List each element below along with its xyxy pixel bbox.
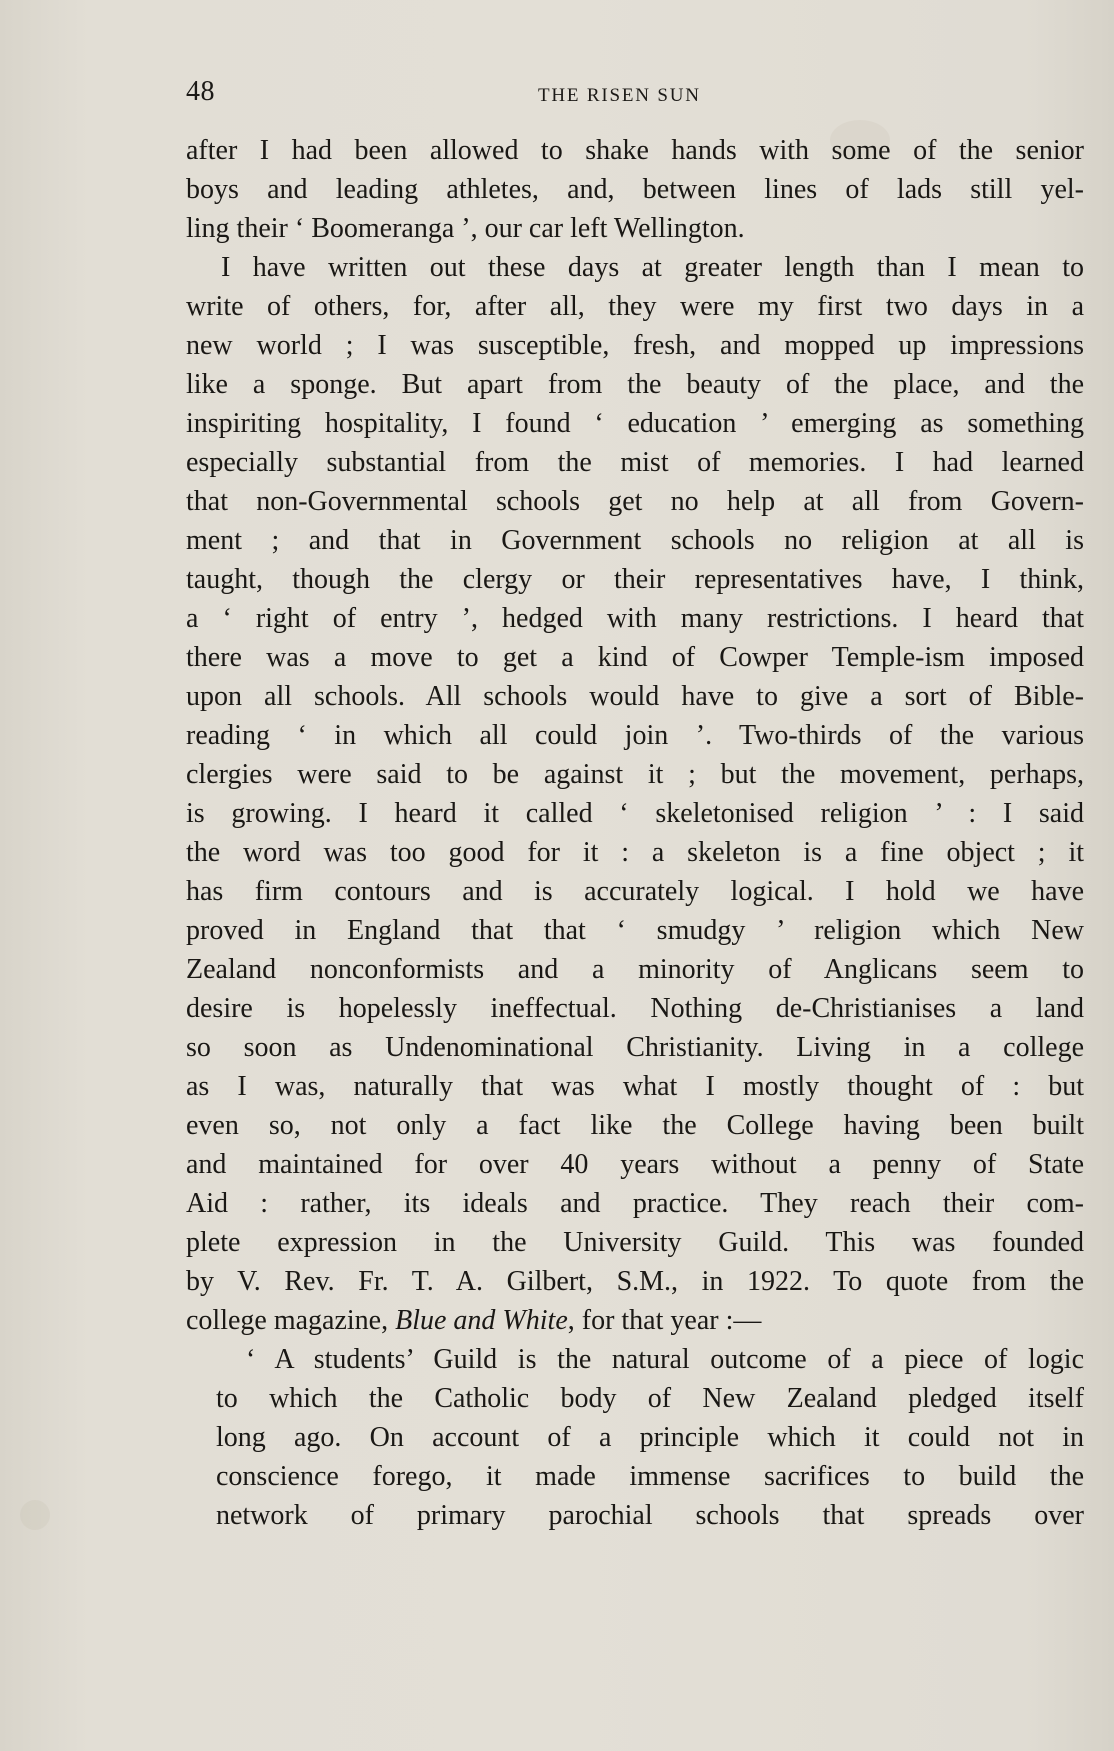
text-line: ling their ‘ Boomeranga ’, our car left Wellington. [186, 213, 745, 244]
running-head: THE RISEN SUN [538, 85, 701, 106]
text-line: plete expression in the University Guild. This was founded [186, 1227, 1084, 1258]
text-line: write of others, for, after all, they were my first two days in a [186, 291, 1084, 322]
text-line: as I was, naturally that was what I mostly thought of : but [186, 1071, 1084, 1102]
paper-stain [20, 1500, 50, 1530]
magazine-line [186, 1301, 1084, 1340]
text-line: is growing. I heard it called ‘ skeletonised religion ’ : I said [186, 798, 1084, 829]
text-line: a ‘ right of entry ’, hedged with many restrictions. I heard that [186, 603, 1084, 634]
text-line: especially substantial from the mist of memories. I had learned [186, 447, 1084, 478]
magazine-title: Blue and White [395, 1305, 568, 1336]
text-line: there was a move to get a kind of Cowper Temple-ism imposed [186, 642, 1084, 673]
paragraph-first-line: I have written out these days at greater length than I mean to [221, 252, 1084, 283]
text-line: even so, not only a fact like the College having been built [186, 1110, 1084, 1141]
text-line: boys and leading athletes, and, between lines of lads still yel- [186, 174, 1084, 205]
text-line: reading ‘ in which all could join ’. Two-thirds of the various [186, 720, 1084, 751]
text-line: proved in England that that ‘ smudgy ’ religion which New [186, 915, 1084, 946]
magazine-line-before: college magazine, [186, 1305, 396, 1336]
text-line: ment ; and that in Government schools no religion at all is [186, 525, 1084, 556]
text-line: clergies were said to be against it ; but the movement, perhaps, [186, 759, 1084, 790]
quote-line: network of primary parochial schools that spreads over [216, 1500, 1084, 1531]
magazine-line-after: , for that year :— [567, 1305, 762, 1336]
text-line: after I had been allowed to shake hands with some of the senior [186, 135, 1084, 166]
text-line: the word was too good for it : a skeleton is a fine object ; it [186, 837, 1084, 868]
page-number: 48 [186, 76, 215, 107]
text-line: like a sponge. But apart from the beauty of the place, and the [186, 369, 1084, 400]
text-line: and maintained for over 40 years without a penny of State [186, 1149, 1084, 1180]
text-line: inspiriting hospitality, I found ‘ education ’ emerging as something [186, 408, 1084, 439]
text-line: by V. Rev. Fr. T. A. Gilbert, S.M., in 1922. To quote from the [186, 1266, 1084, 1297]
quote-line: conscience forego, it made immense sacrifices to build the [216, 1461, 1084, 1492]
quote-line: long ago. On account of a principle which it could not in [216, 1422, 1084, 1453]
quote-first-line: ‘ A students’ Guild is the natural outcome of a piece of logic [246, 1344, 1084, 1375]
text-line: so soon as Undenominational Christianity. Living in a college [186, 1032, 1084, 1063]
quote-line: to which the Catholic body of New Zealand pledged itself [216, 1383, 1084, 1414]
text-line: new world ; I was susceptible, fresh, and mopped up impressions [186, 330, 1084, 361]
text-line: has firm contours and is accurately logical. I hold we have [186, 876, 1084, 907]
text-line: that non-Governmental schools get no help at all from Govern- [186, 486, 1084, 517]
text-line: Aid : rather, its ideals and practice. They reach their com- [186, 1188, 1084, 1219]
text-line: Zealand nonconformists and a minority of Anglicans seem to [186, 954, 1084, 985]
body-text [186, 131, 1084, 1535]
text-line: upon all schools. All schools would have to give a sort of Bible- [186, 681, 1084, 712]
text-line: desire is hopelessly ineffectual. Nothing de-Christianises a land [186, 993, 1084, 1024]
page-header [186, 76, 1084, 116]
text-line: taught, though the clergy or their representatives have, I think, [186, 564, 1084, 595]
